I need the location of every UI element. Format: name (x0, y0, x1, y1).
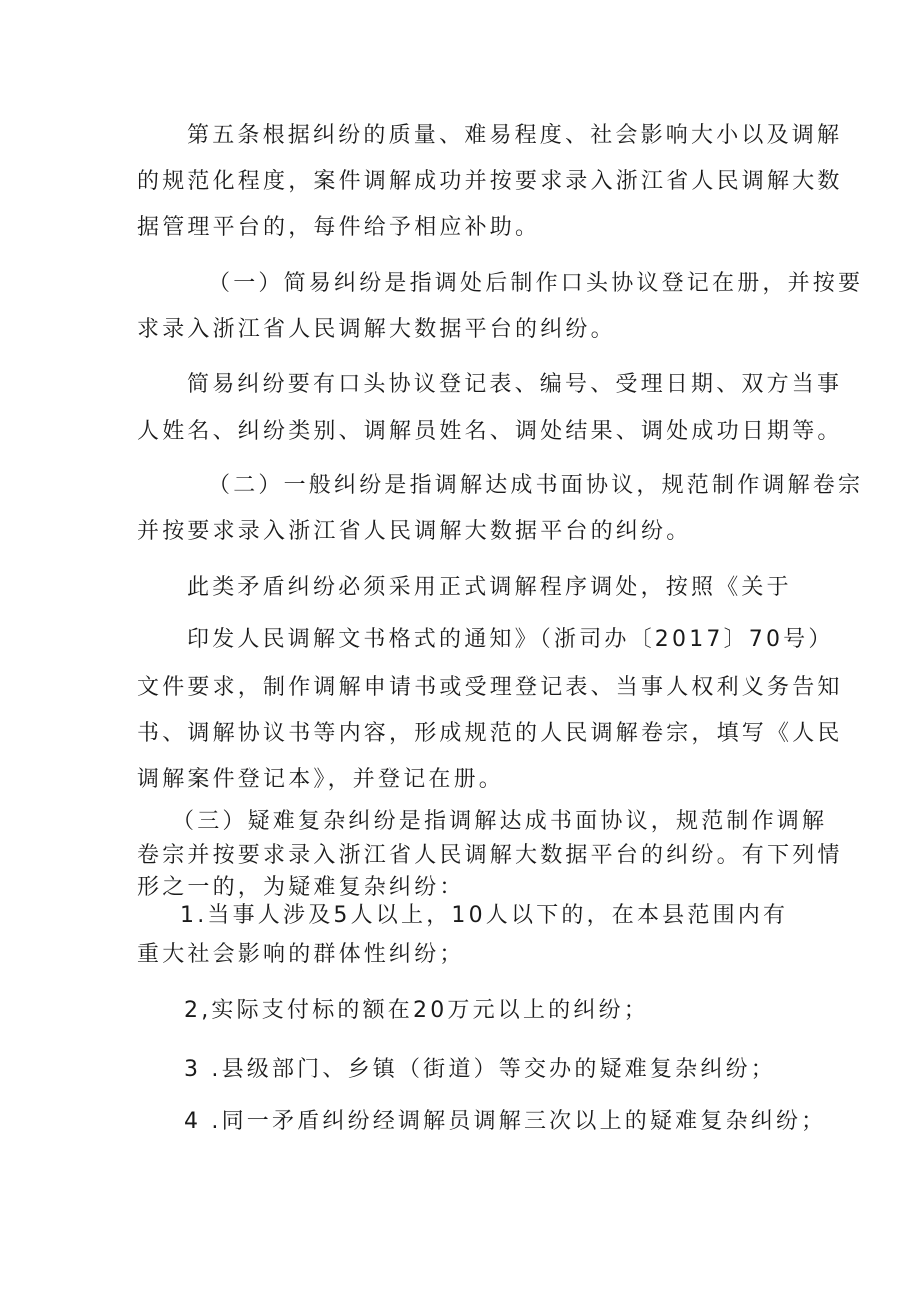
paragraph-line: 并按要求录入浙江省人民调解大数据平台的纠纷。 (137, 519, 692, 544)
paragraph-line: 求录入浙江省人民调解大数据平台的纠纷。 (137, 317, 616, 342)
paragraph-line: 第五条根据纠纷的质量、难易程度、社会影响大小以及调解 (187, 123, 843, 148)
paragraph-line: （二）一般纠纷是指调解达成书面协议，规范制作调解卷宗 (208, 473, 864, 498)
paragraph-line: 书、调解协议书等内容，形成规范的人民调解卷宗，填写《人民 (137, 721, 843, 746)
list-item-line: 2,实际支付标的额在20万元以上的纠纷； (184, 998, 649, 1023)
paragraph-line: 据管理平台的，每件给予相应补助。 (137, 215, 541, 240)
paragraph-line: 人姓名、纠纷类别、调解员姓名、调处结果、调处成功日期等。 (137, 419, 843, 444)
paragraph-line: 文件要求，制作调解申请书或受理登记表、当事人权利义务告知 (137, 675, 843, 700)
paragraph-line: 简易纠纷要有口头协议登记表、编号、受理日期、双方当事 (187, 372, 843, 397)
paragraph-line: 印发人民调解文书格式的通知》（浙司办〔2017〕70号） (187, 627, 834, 652)
paragraph-line: 的规范化程度，案件调解成功并按要求录入浙江省人民调解大数 (137, 169, 843, 194)
list-item-line: 3 .县级部门、乡镇（街道）等交办的疑难复杂纠纷； (184, 1057, 776, 1082)
paragraph-line: 卷宗并按要求录入浙江省人民调解大数据平台的纠纷。有下列情 (137, 843, 843, 868)
paragraph-line: 此类矛盾纠纷必须采用正式调解程序调处，按照《关于 (187, 575, 792, 600)
paragraph-line: （三）疑难复杂纠纷是指调解达成书面协议，规范制作调解 (172, 809, 828, 834)
paragraph-line: （一）简易纠纷是指调处后制作口头协议登记在册，并按要 (208, 271, 864, 296)
paragraph-line: 调解案件登记本》，并登记在册。 (137, 767, 505, 792)
list-item-line: 4 .同一矛盾纠纷经调解员调解三次以上的疑难复杂纠纷； (184, 1109, 827, 1134)
list-item-line: 1.当事人涉及5人以上，10人以下的，在本县范围内有 (180, 903, 789, 928)
paragraph-line: 形之一的，为疑难复杂纠纷： (137, 875, 465, 900)
list-item-line: 重大社会影响的群体性纠纷； (137, 942, 465, 967)
